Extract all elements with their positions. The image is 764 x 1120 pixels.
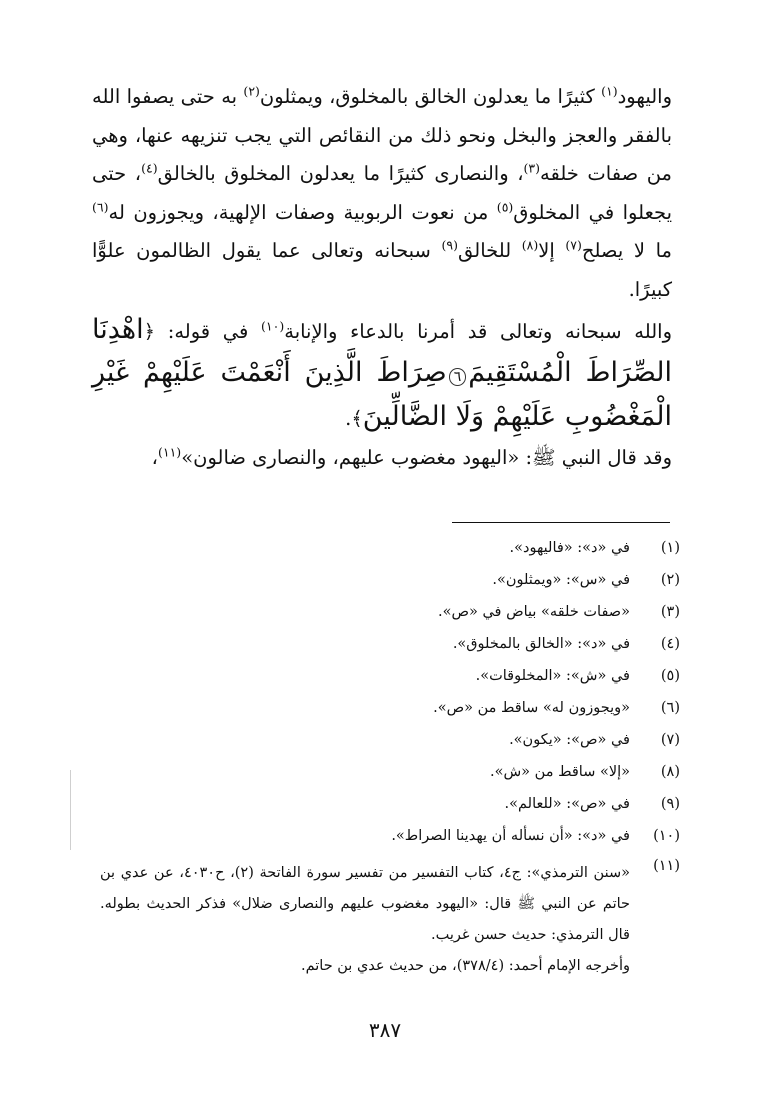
footnote-ref-9[interactable]: (٩) (441, 237, 458, 253)
footnote-ref-3[interactable]: (٣) (523, 160, 540, 176)
footnote-item (100, 764, 680, 796)
footnote-ref-6[interactable]: (٦) (92, 199, 109, 214)
footnote-text: في «د»: «أن نسأله أن يهدينا الصراط». (391, 828, 630, 844)
paragraph-1 (92, 78, 672, 309)
quran-verse: صِرَاطَ الَّذِينَ أَنْعَمْتَ عَلَيْهِمْ غَيْرِ الْمَغْضُوبِ عَلَيْهِمْ وَلَا الضَّالِّينَ (92, 356, 672, 432)
footnote-item (100, 604, 680, 636)
text-run: ، حتى يجعلوا في المخلوق (92, 162, 672, 224)
footnote-divider (452, 522, 670, 523)
footnote-ref-8[interactable]: (٨) (521, 237, 539, 253)
text-run: إلا (538, 239, 566, 262)
footnote-text: «ويجوزون له» ساقط من «ص». (433, 700, 630, 716)
footnote-item (100, 668, 680, 700)
footnote-ref-2[interactable]: (٢) (243, 83, 260, 99)
footnote-text: «إلا» ساقط من «ش». (490, 764, 630, 780)
footnote-text: «سنن الترمذي»: ج٤، كتاب التفسير من تفسير سورة الفاتحة (٢)، ح٤٠٣٠، عن عدي بن حاتم عن النبي ﷺ قال: «اليهود مغضوب عليهم والنصارى ضلال» فذكر الحديث بطوله. قال الترمذي: حديث حسن غريب. (100, 865, 630, 943)
quran-verse: اهْدِنَا الصِّرَاطَ الْمُسْتَقِيمَ (92, 314, 672, 388)
footnote-number: (٥) (660, 668, 680, 684)
footnote-number: (٩) (660, 796, 680, 812)
text-run: واليهود (617, 85, 672, 108)
footnote-text: في «ش»: «المخلوقات». (475, 668, 630, 684)
footnote-number: (١٠) (653, 828, 680, 844)
footnote-number: (٣) (660, 604, 680, 620)
paragraph-3 (92, 439, 672, 478)
footnote-text: في «د»: «الخالق بالمخلوق». (452, 636, 630, 652)
footnote-number: (٧) (660, 732, 680, 748)
paragraph-2 (92, 309, 672, 439)
footnote-item (100, 572, 680, 604)
footnote-item (100, 858, 680, 951)
text-run: من نعوت الربوبية وصفات الإلهية، ويجوزون له (108, 200, 497, 224)
footnote-item (100, 700, 680, 732)
text-run: والله سبحانه وتعالى قد أمرنا بالدعاء والإنابة (284, 320, 672, 343)
footnote-item (100, 540, 680, 572)
text-run: ، والنصارى كثيرًا ما يعدلون المخلوق بالخالق (157, 162, 524, 185)
footnote-item (100, 636, 680, 668)
footnote-number: (١١) (653, 858, 680, 874)
footnote-ref-4[interactable]: (٤) (141, 160, 158, 176)
text-run: وقد قال النبي ﷺ: «اليهود مغضوب عليهم، والنصارى ضالون» (181, 445, 672, 469)
footnote-number: (٢) (660, 572, 680, 588)
footnote-ref-7[interactable]: (٧) (565, 237, 582, 253)
text-run: ﴾. (345, 407, 363, 430)
scan-edge-line (70, 770, 71, 850)
footnote-text: «صفات خلقه» بياض في «ص». (437, 604, 630, 620)
footnote-ref-5[interactable]: (٥) (496, 199, 514, 214)
text-run: ما لا يصلح (581, 239, 672, 262)
footnote-continuation: وأخرجه الإمام أحمد: (٣٧٨/٤)، من حديث عدي بن حاتم. (300, 958, 630, 974)
footnote-text: في «س»: «ويمثلون». (492, 572, 630, 588)
text-run: في قوله: ﴿ (143, 320, 262, 343)
footnote-number: (٨) (660, 764, 680, 780)
footnote-item (100, 828, 680, 860)
footnote-ref-1[interactable]: (١) (601, 83, 618, 99)
main-text (92, 78, 672, 477)
footnote-item (100, 796, 680, 828)
footnote-number: (٦) (660, 700, 680, 716)
footnote-ref-10[interactable]: (١٠) (261, 318, 285, 334)
footnote-text: في «ص»: «يكون». (509, 732, 630, 748)
text-run: به حتى يصفوا الله بالفقر والعجز والبخل ونحو ذلك من النقائص التي يجب تنزيهه عنها، وهي من صفات خلقه (92, 85, 672, 185)
footnote-number: (١) (660, 540, 680, 556)
footnote-number: (٤) (660, 636, 680, 652)
page-number: ٣٨٧ (368, 1018, 402, 1042)
text-run: للخالق (458, 239, 522, 262)
text-run: سبحانه وتعالى عما يقول الظالمون علوًّا كبيرًا. (92, 239, 672, 301)
footnotes (100, 540, 680, 982)
footnote-text: في «د»: «فاليهود». (509, 540, 630, 556)
text-run: كثيرًا ما يعدلون الخالق بالمخلوق، ويمثلون (259, 85, 602, 108)
text-run: ، (151, 445, 158, 469)
aya-number-marker: ٦ (449, 368, 467, 386)
footnote-text: في «ص»: «للعالم». (504, 796, 630, 812)
footnote-item (100, 732, 680, 764)
footnote-ref-11[interactable]: (١١) (157, 444, 182, 459)
